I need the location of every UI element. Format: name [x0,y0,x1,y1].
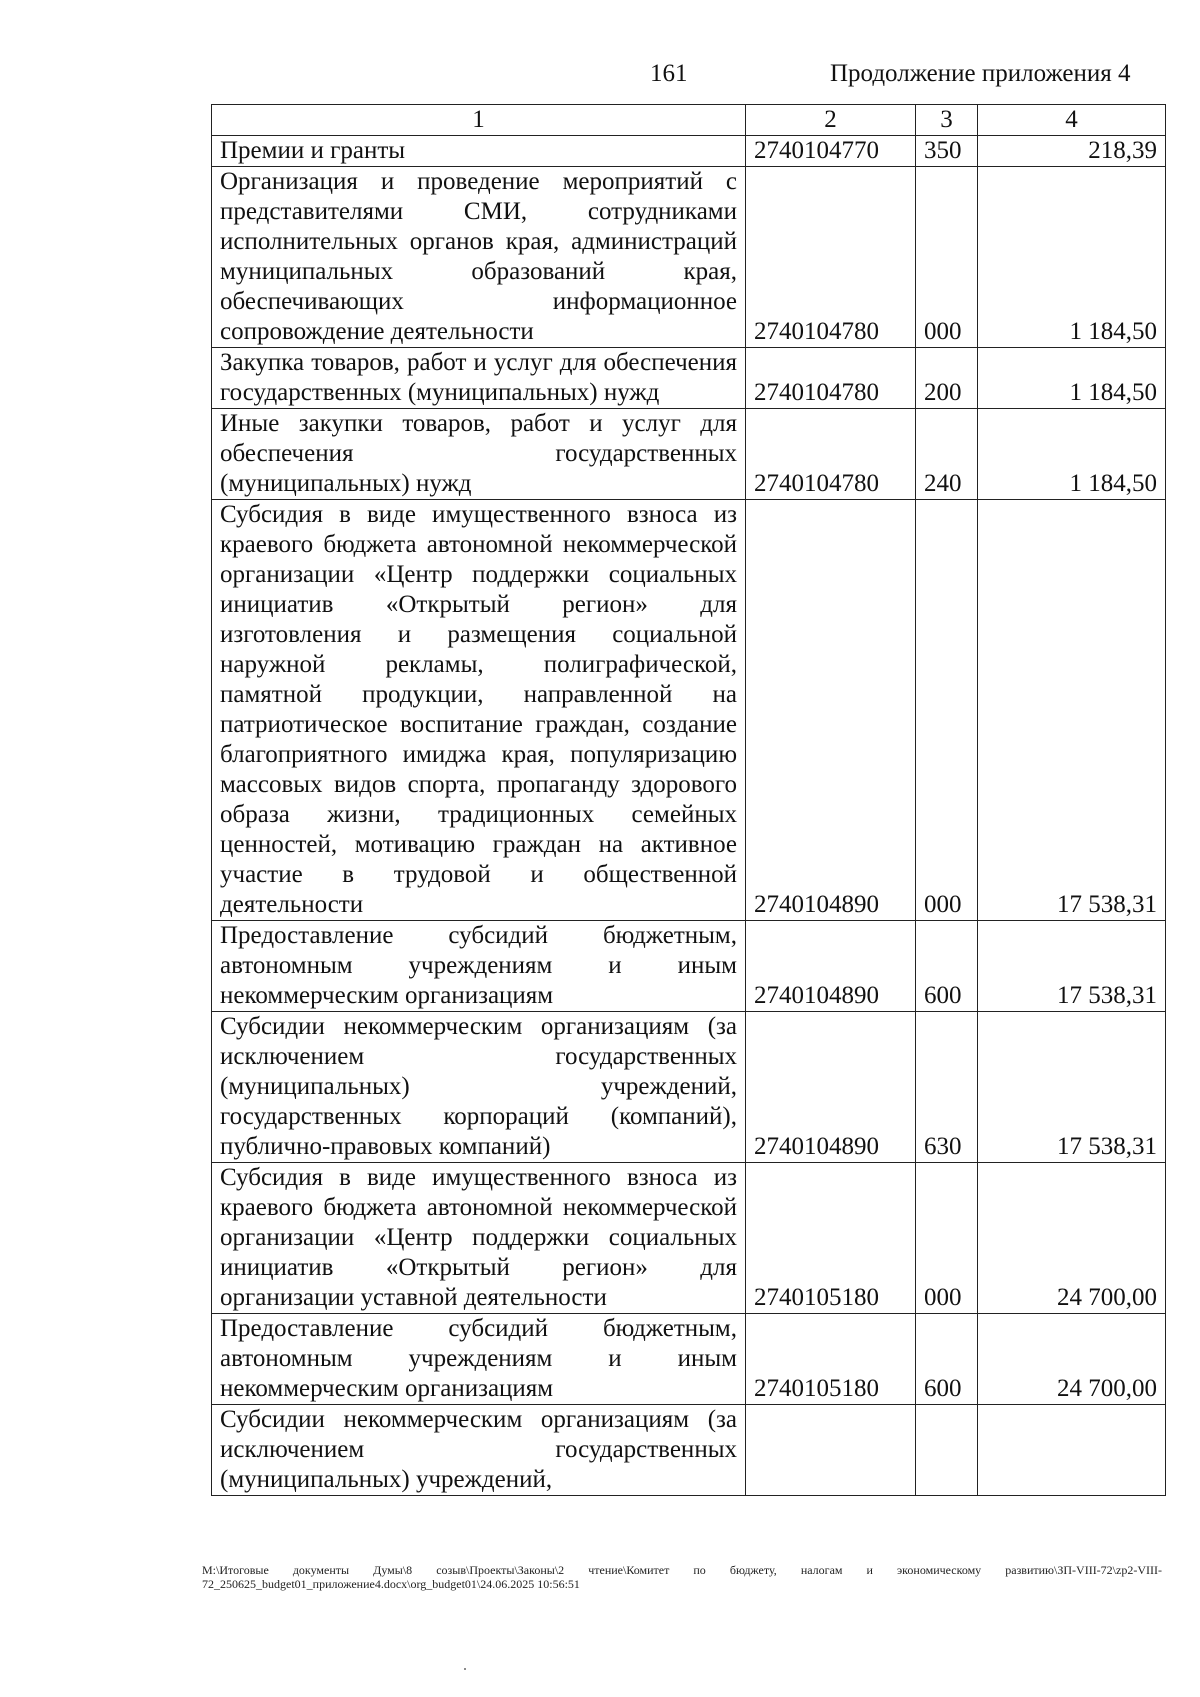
footer-file-path: M:\Итоговые документы Думы\8 созыв\Проекты\Законы\2 чтение\Комитет по бюджету, налогам и экономическому развитию\ЗП-VIII-72\zp2-VIII-72_250625_budget01_приложение4.docx\org_budget01\24.06.2025 10:56:51 [202,1563,1162,1591]
page-number: 161 [650,60,688,87]
row-kind: 000 [916,167,978,348]
row-code: 2740104890 [746,921,916,1012]
header-cell-1: 1 [212,105,746,136]
row-amount: 17 538,31 [978,1012,1166,1163]
row-code: 2740105180 [746,1314,916,1405]
row-kind: 630 [916,1012,978,1163]
row-kind: 000 [916,1163,978,1314]
row-description: Субсидия в виде имущественного взноса из краевого бюджета автономной некоммерческой организации «Центр поддержки социальных инициатив «Открытый регион» для организации уставной деятельности [212,1163,746,1314]
budget-table [211,104,1166,1496]
header-cell-3: 3 [916,105,978,136]
row-code: 2740105180 [746,1163,916,1314]
row-code: 2740104780 [746,348,916,409]
table-row [212,409,1166,500]
table-row [212,1163,1166,1314]
table-header-row [212,105,1166,136]
row-code: 2740104770 [746,136,916,167]
row-amount [978,1405,1166,1496]
row-amount: 24 700,00 [978,1314,1166,1405]
row-code: 2740104780 [746,167,916,348]
row-kind: 240 [916,409,978,500]
row-description: Закупка товаров, работ и услуг для обеспечения государственных (муниципальных) нужд [212,348,746,409]
header-cell-2: 2 [746,105,916,136]
header-cell-4: 4 [978,105,1166,136]
row-code [746,1405,916,1496]
table-row [212,500,1166,921]
table-row [212,136,1166,167]
table-row [212,1314,1166,1405]
continuation-title: Продолжение приложения 4 [830,60,1131,87]
row-code: 2740104890 [746,500,916,921]
row-kind [916,1405,978,1496]
row-code: 2740104890 [746,1012,916,1163]
row-amount: 17 538,31 [978,921,1166,1012]
table-row [212,167,1166,348]
row-description: Субсидии некоммерческим организациям (за исключением государственных (муниципальных) учреждений, [212,1405,746,1496]
row-description: Предоставление субсидий бюджетным, автономным учреждениям и иным некоммерческим организациям [212,921,746,1012]
row-description: Иные закупки товаров, работ и услуг для обеспечения государственных (муниципальных) нужд [212,409,746,500]
table-row [212,1012,1166,1163]
row-description: Предоставление субсидий бюджетным, автономным учреждениям и иным некоммерческим организациям [212,1314,746,1405]
scan-speck [464,1668,466,1670]
row-amount: 17 538,31 [978,500,1166,921]
row-amount: 1 184,50 [978,409,1166,500]
row-kind: 200 [916,348,978,409]
row-code: 2740104780 [746,409,916,500]
row-description: Субсидия в виде имущественного взноса из краевого бюджета автономной некоммерческой организации «Центр поддержки социальных инициатив «Открытый регион» для изготовления и размещения социальной наружной рекламы, полиграфической, памятной продукции, направленной на патриотическое воспитание граждан, создание благоприятного имиджа края, популяризацию массовых видов спорта, пропаганду здорового образа жизни, традиционных семейных ценностей, мотивацию граждан на активное участие в трудовой и общественной деятельности [212,500,746,921]
table-row [212,1405,1166,1496]
row-amount: 1 184,50 [978,167,1166,348]
row-description: Организация и проведение мероприятий с представителями СМИ, сотрудниками исполнительных органов края, администраций муниципальных образований края, обеспечивающих информационное сопровождение деятельности [212,167,746,348]
table-row [212,921,1166,1012]
row-amount: 1 184,50 [978,348,1166,409]
row-kind: 600 [916,921,978,1012]
table-row [212,348,1166,409]
row-amount: 24 700,00 [978,1163,1166,1314]
row-description: Премии и гранты [212,136,746,167]
row-description: Субсидии некоммерческим организациям (за исключением государственных (муниципальных) учреждений, государственных корпораций (компаний), публично-правовых компаний) [212,1012,746,1163]
row-amount: 218,39 [978,136,1166,167]
row-kind: 350 [916,136,978,167]
row-kind: 000 [916,500,978,921]
row-kind: 600 [916,1314,978,1405]
